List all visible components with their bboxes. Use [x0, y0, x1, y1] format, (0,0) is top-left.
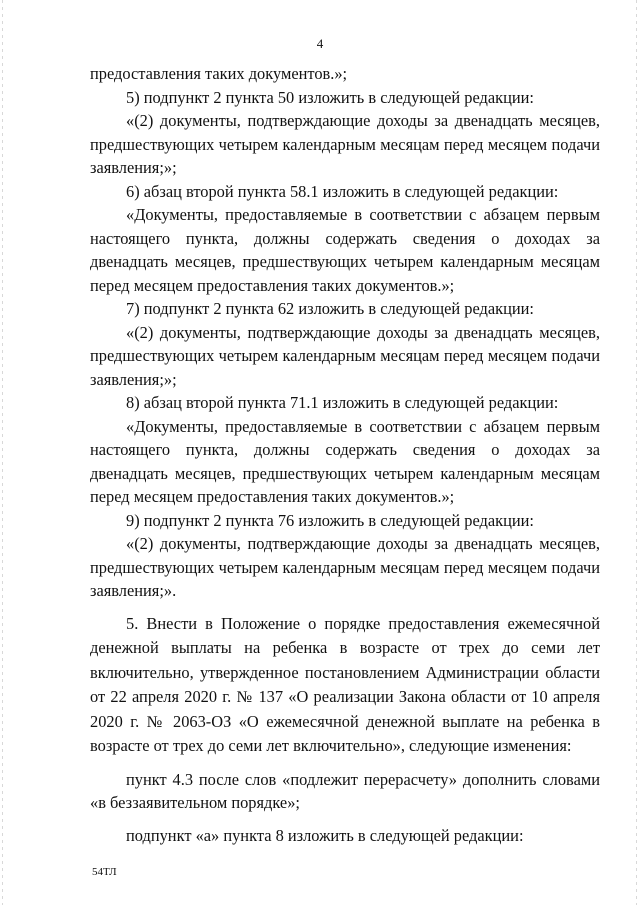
scan-edge-right [636, 0, 637, 905]
paragraph-item-9: 9) подпункт 2 пункта 76 изложить в следующей редакции: [126, 510, 534, 530]
paragraph-quote: «(2) документы, подтверждающие доходы за двенадцать месяцев, предшествующих четырем календарным месяцам перед месяцем подачи заявления;»; [90, 322, 600, 389]
document-body [90, 62, 600, 847]
footer-document-code: 54ТЛ [92, 866, 117, 878]
paragraph-continuation: предоставления таких документов.»; [90, 64, 348, 83]
paragraph-quote: «Документы, предоставляемые в соответствии с абзацем первым настоящего пункта, должны содержать сведения о доходах за двенадцать месяцев, предшествующих четырем календарным месяцам перед месяцем предоставления таких документов.»; [90, 416, 600, 506]
paragraph-item-5: 5) подпункт 2 пункта 50 изложить в следующей редакции: [126, 87, 534, 107]
paragraph-point-8a: подпункт «а» пункта 8 изложить в следующей редакции: [126, 825, 524, 845]
scan-edge-left [2, 0, 3, 905]
paragraph-item-6: 6) абзац второй пункта 58.1 изложить в следующей редакции: [126, 181, 559, 201]
paragraph-section-5: 5. Внести в Положение о порядке предоставления ежемесячной денежной выплаты на ребенка в возрасте от трех до семи лет включительно, утвержденное постановлением Администрации области от 22 апреля 2020 г. № 137 «О реализации Закона области от 10 апреля 2020 г. № 2063-ОЗ «О ежемесячной денежной выплате на ребенка в возрасте от трех до семи лет включительно», следующие изменения: [90, 613, 600, 755]
paragraph-item-8: 8) абзац второй пункта 71.1 изложить в следующей редакции: [126, 393, 559, 412]
page-number: 4 [316, 36, 324, 51]
paragraph-quote: «Документы, предоставляемые в соответствии с абзацем первым настоящего пункта, должны содержать сведения о доходах за двенадцать месяцев, предшествующих четырем календарным месяцам перед месяцем предоставления таких документов.»; [90, 205, 600, 295]
paragraph-quote: «(2) документы, подтверждающие доходы за двенадцать месяцев, предшествующих четырем календарным месяцам перед месяцем подачи заявления;». [90, 534, 600, 600]
paragraph-quote: «(2) документы, подтверждающие доходы за двенадцать месяцев, предшествующих четырем календарным месяцам перед месяцем подачи заявления;»; [90, 111, 600, 177]
paragraph-item-7: 7) подпункт 2 пункта 62 изложить в следующей редакции: [126, 299, 534, 318]
paragraph-point-4-3: пункт 4.3 после слов «подлежит перерасчету» дополнить словами «в беззаявительном порядке»; [90, 769, 600, 812]
